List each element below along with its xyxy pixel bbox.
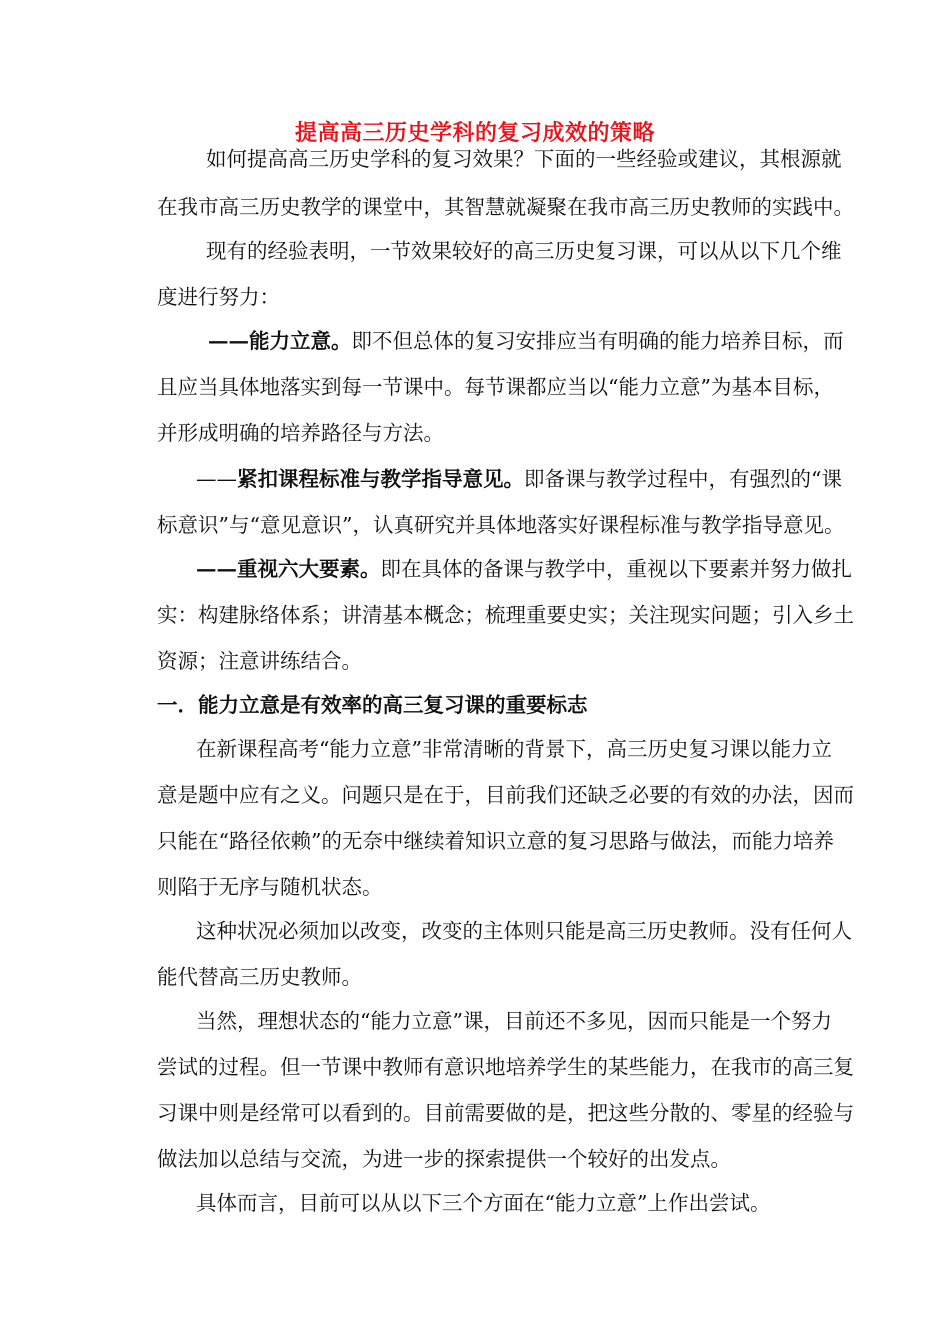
paragraph-4-lead: 紧扣课程标准与教学指导意见。 — [237, 467, 524, 491]
paragraph-7-line-1: 这种状况必须加以改变，改变的主体则只能是高三历史教师。没有任何人 — [196, 919, 852, 943]
paragraph-6-line-4: 则陷于无序与随机状态。 — [157, 875, 383, 899]
section-1-heading: 一．能力立意是有效率的高三复习课的重要标志 — [157, 693, 588, 717]
paragraph-2-line-2: 度进行努力： — [157, 285, 280, 309]
paragraph-6-line-3: 只能在“路径依赖”的无奈中继续着知识立意的复习思路与做法，而能力培养 — [157, 829, 834, 853]
paragraph-3-line-1 — [208, 326, 844, 356]
paragraph-8-line-2: 尝试的过程。但一节课中教师有意识地培养学生的某些能力，在我市的高三复 — [157, 1055, 854, 1079]
paragraph-3-line-1-text: 即不但总体的复习安排应当有明确的能力培养目标，而 — [351, 329, 844, 353]
paragraph-7-line-2: 能代替高三历史教师。 — [157, 965, 362, 989]
paragraph-5-lead: ——重视六大要素。 — [196, 557, 381, 581]
paragraph-8-line-1: 当然，理想状态的“能力立意”课，目前还不多见，因而只能是一个努力 — [196, 1009, 832, 1033]
paragraph-8-line-3: 习课中则是经常可以看到的。目前需要做的是，把这些分散的、零星的经验与 — [157, 1101, 854, 1125]
paragraph-8-line-4: 做法加以总结与交流，为进一步的探索提供一个较好的出发点。 — [157, 1147, 731, 1171]
paragraph-4-line-1 — [196, 464, 842, 494]
document-title: 提高高三历史学科的复习成效的策略 — [294, 120, 655, 146]
paragraph-5-line-3: 资源；注意讲练结合。 — [157, 649, 362, 673]
paragraph-5-line-1 — [196, 554, 852, 584]
paragraph-4-line-1-text: 即备课与教学过程中，有强烈的“课 — [524, 467, 842, 491]
paragraph-3-line-2: 且应当具体地落实到每一节课中。每节课都应当以“能力立意”为基本目标， — [157, 375, 834, 399]
paragraph-3-line-3: 并形成明确的培养路径与方法。 — [157, 421, 444, 445]
paragraph-9-line-1: 具体而言，目前可以从以下三个方面在“能力立意”上作出尝试。 — [196, 1191, 771, 1215]
paragraph-2-line-1: 现有的经验表明，一节效果较好的高三历史复习课，可以从以下几个维 — [206, 239, 842, 263]
paragraph-1-line-2: 在我市高三历史教学的课堂中，其智慧就凝聚在我市高三历史教师的实践中。 — [157, 195, 854, 219]
paragraph-3-lead: ——能力立意。 — [208, 329, 352, 353]
paragraph-6-line-2: 意是题中应有之义。问题只是在于，目前我们还缺乏必要的有效的办法，因而 — [157, 783, 854, 807]
paragraph-6-line-1: 在新课程高考“能力立意”非常清晰的背景下，高三历史复习课以能力立 — [196, 737, 832, 761]
paragraph-5-line-1-text: 即在具体的备课与教学中，重视以下要素并努力做扎 — [380, 557, 852, 581]
paragraph-4-dash: —— — [196, 467, 237, 491]
paragraph-5-line-2: 实：构建脉络体系；讲清基本概念；梳理重要史实；关注现实问题；引入乡土 — [157, 603, 854, 627]
paragraph-1-line-1: 如何提高高三历史学科的复习效果？下面的一些经验或建议，其根源就 — [206, 147, 842, 171]
paragraph-4-line-2: 标意识”与“意见意识”，认真研究并具体地落实好课程标准与教学指导意见。 — [157, 513, 845, 537]
